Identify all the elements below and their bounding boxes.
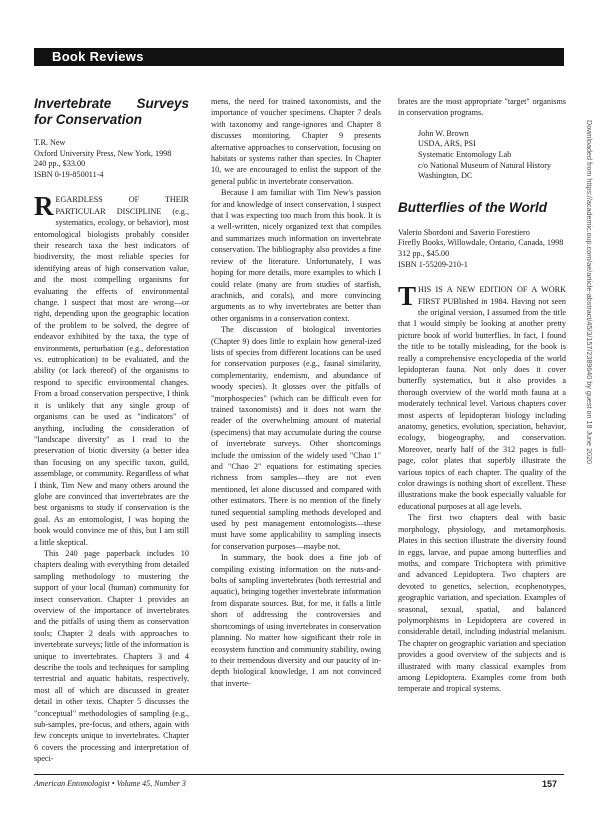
review2-title: Butterflies of the World — [398, 199, 548, 215]
reviewer-line: c/o National Museum of Natural History — [418, 160, 552, 170]
column-3 — [398, 96, 566, 695]
section-header-bar — [34, 48, 564, 66]
review1-paragraph-1: REGARDLESS OF THEIR PARTICULAR DISCIPLINE (e.g., systematics, ecology, or behavior), most entomological biologists probably consider their research taxa the best indicators of biodiversity, the most reliable species for identifying areas of high conservation value, and the most compelling organisms for evaluating the effects of environmental change. I suspect that most are wrong—or right, depending upon the geographic location of the problem to be solved, the degree of endeavor exhibited by the taxa, the type of environments, perturbation (e.g., deforestation vs. eutrophication) to be evaluated, and the ability (or lack thereof) of the organisms to respond to specific environmental changes. From a broad conservation perspective, I think it is unlikely that any single group of organisms can be used as "indicators" of anything, including the consideration of "landscape diversity" as I read to the preservation of biotic diversity (a better idea than focusing on any specific taxon, guild, assemblage, or community. Regardless of what I think, Tim New and many others around the globe are convinced that invertebrates are the best organisms to study if conservation is the goal. As an entomologist, I was hoping the book would convince me of this, but I am still a little skeptical. — [34, 191, 189, 547]
review1-dropcap: R — [34, 191, 54, 222]
page-number: 157 — [542, 779, 558, 789]
reviewer-line: Washington, DC — [418, 171, 473, 181]
reviewer-line: Systematic Entomology Lab — [418, 150, 512, 159]
download-watermark-text: Downloaded from https://academic.oup.com/ae/article-abstract/45/3/157/2389640 by guest on 18 June 2020 — [585, 120, 594, 465]
review1-paragraph-3: mens, the need for trained taxonomists, and the importance of voucher specimens. Chapter 7 deals with taxonomy and range-ignores and Chapter 8 discusses monitoring. Chapter 9 presents alternative approaches to conservation, focusing on habitats or systems rather than species. In Chapter 10, we are encouraged to enlist the support of the general public in invertebrate conservation. — [211, 97, 381, 186]
reviewer-line: USDA, ARS, PSI — [418, 139, 476, 149]
download-watermark — [584, 120, 596, 760]
review2-paragraph-1: THIS IS A NEW EDITION OF A WORK FIRST PUBlished in 1984. Having not seen the original version, I assumed from the title that I would simply be looking at another pretty picture book of world butterflies. In fact, I found the title to be totally misleading, for the book is really a comprehensive encyclopedia of the world lepidopteran fauna. Not only does it cover butterfly systematics, but it also provides a thorough overview of the world moth fauna at a moderately technical level. Various chapters cover most aspects of lepidopteran biology including anatomy, genetics, evolution, speciation, behavior, ecology, biogeography, and conservation. Moreover, nearly half of the 312 pages is full-page, color plates that superbly illustrate the various topics of each chapter. The quality of the color drawings is nothing short of excellent. These illustrations make the book especially valuable for educational purposes at all age levels. — [398, 281, 566, 511]
column-2 — [211, 96, 381, 689]
review1-isbn: ISBN 0-19-850011-4 — [34, 169, 104, 179]
review2-biblio — [398, 228, 566, 270]
review1-publisher: Oxford University Press, New York, 1998 — [34, 148, 172, 158]
footer-rule — [34, 774, 564, 775]
footer-journal: American Entomologist • Volume 45, Number 3 — [34, 779, 186, 788]
reviewer-signature — [418, 129, 566, 182]
review1-paragraph-4: Because I am familiar with Tim New's passion for and knowledge of insect conservation, I suspect that I was expecting too much from this book. It is a well-written, nicely organized text that compiles and summarizes much information on invertebrate conservation. The bibliography also provides a fine review of the literature. Unfortunately, I was hoping for more details, more examples to which I could relate (many are from studies of starfish, arachnids, and corals), and more convincing arguments as to why invertebrates are better than other organisms in a conservation context. — [211, 188, 381, 323]
review2-dropcap: T — [398, 281, 417, 312]
review1-byline: T.R. New — [34, 138, 66, 147]
review2-publisher: Firefly Books, Willowdale, Ontario, Canada, 1998 — [398, 238, 564, 248]
review1-biblio — [34, 138, 189, 180]
review1-paragraph-5: The discussion of biological inventories (Chapter 9) does little to explain how general-ized lists of species from different locations can be used for conservation purposes (e.g., faunal similarity, complementarity, endemism, and abundance of woody species). It glosses over the pitfalls of "morphospecies" (which can be difficult even for trained taxonomists) and it does not warn the reader of the overwhelming amount of material (specimens) that may accumulate during the course of invertebrate surveys. Other shortcomings include the omission of the widely used "Chao 1" and "Chao 2" equations for estimating species richness from samples—they are not even mentioned, let alone discussed and compared with other estimators. There is no mention of the finely tuned sequential sampling methods developed and used by pest management entomologists—these must have some applicability to sampling insects for conservation purposes—maybe not. — [211, 325, 381, 551]
reviewer-line: John W. Brown — [418, 128, 469, 138]
section-title: Book Reviews — [52, 49, 144, 64]
review1-pages-price: 240 pp., $33.00 — [34, 159, 86, 169]
review1-title: Invertebrate Surveys for Conservation — [34, 96, 189, 127]
review1-paragraph-2: This 240 page paperback includes 10 chapters dealing with everything from detailed sampling methodology to mustering the support of your local (human) community for insect conservation. Chapter 1 provides an overview of the importance of invertebrates and the pitfalls of using them as conservation tools; Chapter 2 deals with approaches to invertebrate surveys; little of the information is unique to invertebrates. Chapters 3 and 4 describe the tools and techniques for sampling terrestrial and aquatic habitats, respectively, most all of which are discussed in greater detail in other texts. Chapter 5 discusses the "conceptual" methodologies of sampling (e.g., sub-samples, pre-focus, and others, again with few concepts unique to invertebrates. Chapter 6 covers the processing and interpretation of speci- — [34, 548, 189, 764]
review2-isbn: ISBN 1-55209-210-1 — [398, 259, 468, 269]
review2-paragraph-2: The first two chapters deal with basic morphology, physiology, and metamorphosis. Plates in this section illustrate the diversity found in eggs, larvae, and pupae among butterflies and moths, and compare Trichoptera with primitive and advanced Lepidoptera. Two chapters are devoted to genetics, selection, ecophenotypes, geographic variation, and speciation. Examples of seasonal, sexual, spatial, and balanced polymorphisms in Lepidoptera are covered in considerable detail, including industrial melanism. The chapter on geographic variation and speciation provides a good overview of the subjects and is illustrated with many classical examples from among Lepidoptera. Examples come from both temperate and tropical systems. — [398, 513, 566, 694]
column-1 — [34, 96, 189, 765]
review1-paragraph-7: brates are the most appropriate "target" organisms in conservation programs. — [398, 97, 566, 118]
review2-pages-price: 312 pp., $45.00 — [398, 248, 450, 258]
review1-paragraph-6: In summary, the book does a fine job of compiling existing information on the nuts-and-bolts of sampling invertebrates (both terrestrial and aquatic), bringing together invertebrate information from disparate sources. But, for me, it falls a little short of addressing the controversies and shortcomings of using invertebrates in conservation planning. No matter how significant their role in ecosystem function and community stability, owing to their tremendous diversity and our paucity of in-depth biological knowledge, I am not convinced that inverte- — [211, 553, 381, 688]
review2-byline: Valerio Sbordoni and Saverio Forestiero — [398, 227, 530, 237]
